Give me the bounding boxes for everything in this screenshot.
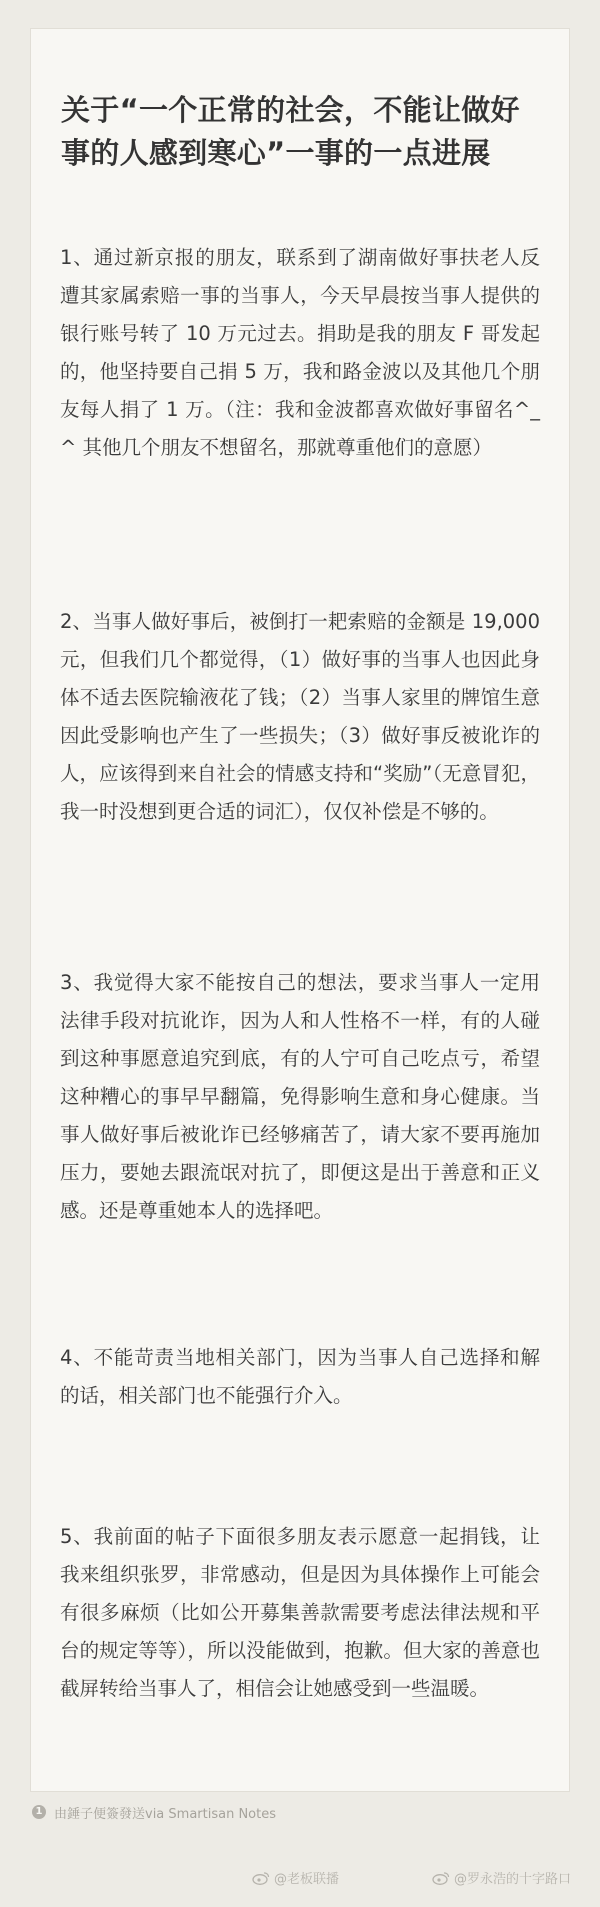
note-signature: [30, 1792, 570, 1832]
watermark-right-text: @罗永浩的十字路口: [454, 1872, 572, 1887]
note-title: 关于“一个正常的社会，不能让做好事的人感到寒心”一事的一点进展: [61, 93, 520, 170]
smartisan-info-icon: 1: [32, 1805, 46, 1819]
note-paragraph-4: 4、不能苛责当地相关部门，因为当事人自己选择和解的话，相关部门也不能强行介入。: [60, 1346, 540, 1407]
weibo-icon: [252, 1871, 270, 1885]
note-card: [30, 28, 570, 1792]
watermark-left-text: @老板联播: [274, 1872, 340, 1887]
watermark-right: [432, 1868, 571, 1887]
note-paragraph-3: 3、我觉得大家不能按自己的想法，要求当事人一定用法律手段对抗讹诈，因为人和人性格不一样，有的人碰到这种事愿意追究到底，有的人宁可自己吃点亏，希望这种糟心的事早早翻篇，免得影响生意和身心健康。当事人做好事后被讹诈已经够痛苦了，请大家不要再施加压力，要她去跟流氓对抗了，即便这是出于善意和正义感。还是尊重她本人的选择吧。: [60, 971, 540, 1222]
note-paragraph-5: 5、我前面的帖子下面很多朋友表示愿意一起捐钱，让我来组织张罗，非常感动，但是因为具体操作上可能会有很多麻烦（比如公开募集善款需要考虑法律法规和平台的规定等等），所以没能做到，抱歉。但大家的善意也截屏转给当事人了，相信会让她感受到一些温暖。: [60, 1525, 540, 1700]
weibo-icon: [432, 1871, 450, 1885]
signature-text: 由錘子便簽發送via Smartisan Notes: [54, 1806, 276, 1822]
watermarks: [0, 1858, 600, 1898]
note-paragraph-2: 2、当事人做好事后，被倒打一耙索赔的金额是 19,000 元，但我们几个都觉得，（1）做好事的当事人也因此身体不适去医院输液花了钱；（2）当事人家里的牌馆生意因此受影响也产生了一些损失；（3）做好事反被讹诈的人，应该得到来自社会的情感支持和“奖励”（无意冒犯，我一时没想到更合适的词汇），仅仅补偿是不够的。: [60, 610, 540, 823]
note-paragraph-1: 1、通过新京报的朋友，联系到了湖南做好事扶老人反遭其家属索赔一事的当事人，今天早晨按当事人提供的银行账号转了 10 万元过去。捐助是我的朋友 F 哥发起的，他坚持要自己捐 5 万，我和路金波以及其他几个朋友每人捐了 1 万。（注：我和金波都喜欢做好事留名^_^ 其他几个朋友不想留名，那就尊重他们的意愿）: [60, 246, 540, 459]
watermark-left: [252, 1868, 339, 1887]
